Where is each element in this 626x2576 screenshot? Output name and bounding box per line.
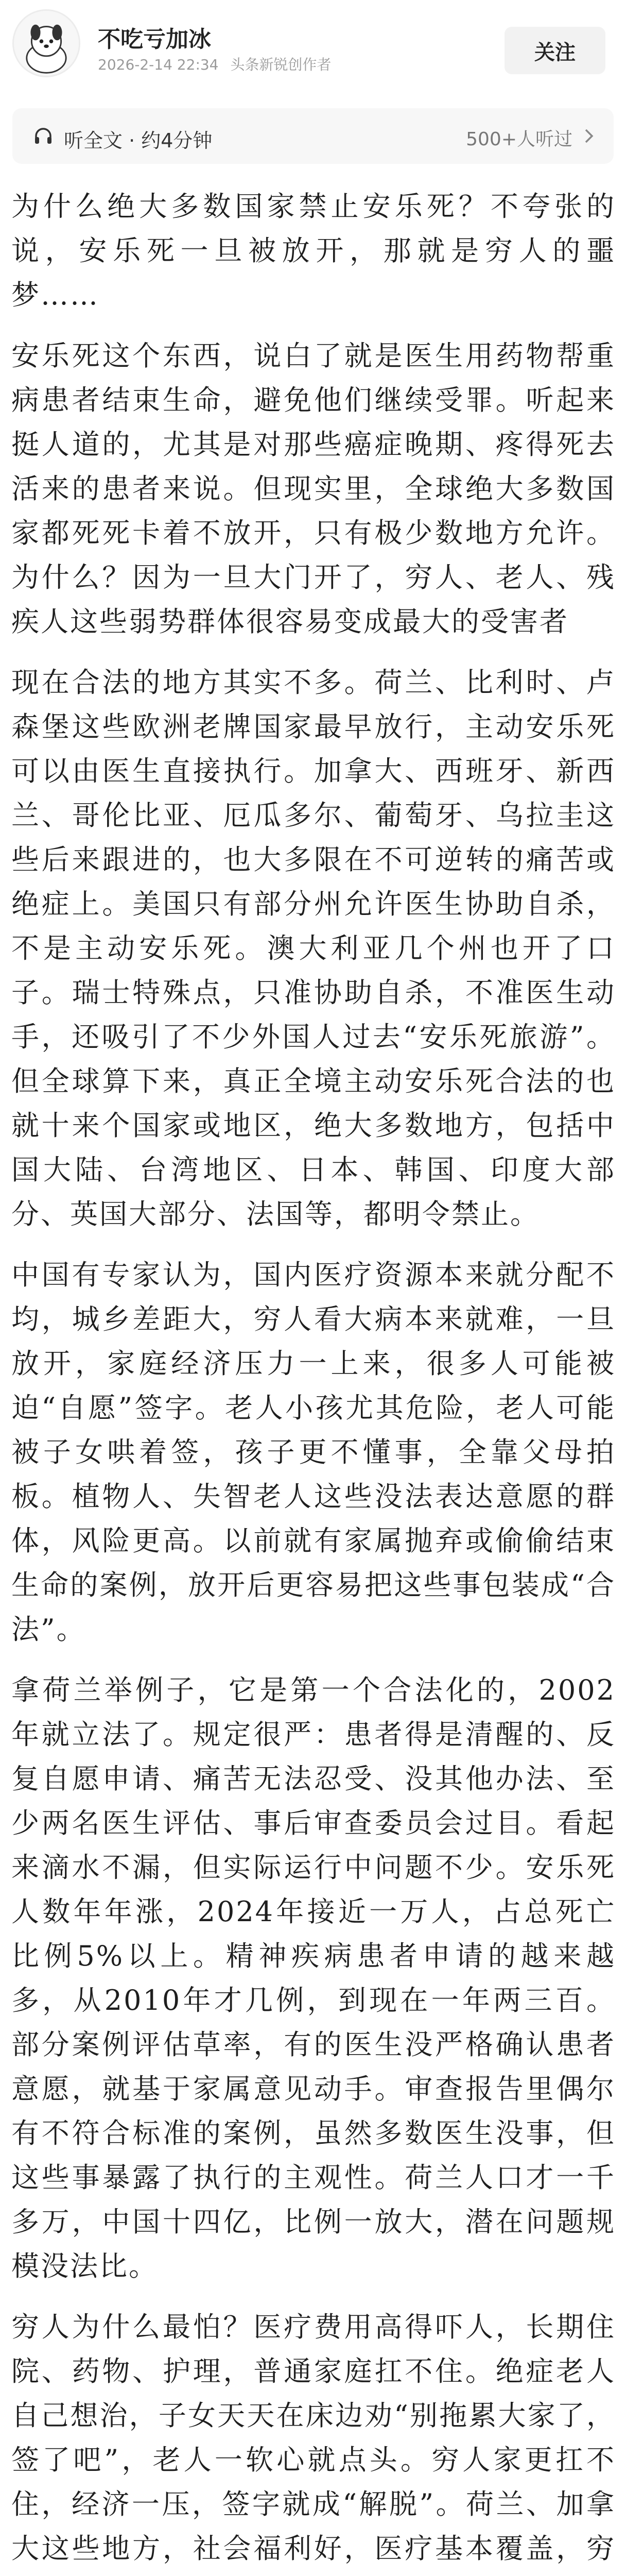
avatar[interactable] [12,9,80,77]
creator-tag: 头条新锐创作者 [230,56,332,73]
author-name[interactable]: 不吃亏加冰 [98,26,211,53]
article-paragraph: 现在合法的地方其实不多。荷兰、比利时、卢森堡这些欧洲老牌国家最早放行，主动安乐死可以由医生直接执行。加拿大、西班牙、新西兰、哥伦比亚、厄瓜多尔、葡萄牙、乌拉圭这些后来跟进的，也大多限在不可逆转的痛苦或绝症上。美国只有部分州允许医生协助自杀，不是主动安乐死。澳大利亚几个州也开了口子。瑞士特殊点，只准协助自杀，不准医生动手，还吸引了不少外国人过去“安乐死旅游”。但全球算下来，真正全境主动安乐死合法的也就十来个国家或地区，绝大多数地方，包括中国大陆、台湾地区、日本、韩国、印度大部分、英国大部分、法国等，都明令禁止。 [11,666,616,1230]
dog-avatar-icon [14,11,79,76]
article-paragraph: 为什么绝大多数国家禁止安乐死？不夸张的说，安乐死一旦被放开，那就是穷人的噩梦…… [11,190,616,311]
follow-button[interactable]: 关注 [505,27,605,74]
article-paragraph: 中国有专家认为，国内医疗资源本来就分配不均，城乡差距大，穷人看大病本来就难，一旦放开，家庭经济压力一上来，很多人可能被迫“自愿”签字。老人小孩尤其危险，老人可能被子女哄着签，孩子更不懂事，全靠父母拍板。植物人、失智老人这些没法表达意愿的群体，风险更高。以前就有家属抛弃或偷偷结束生命的案例，放开后更容易把这些事包装成“合法”。 [11,1259,616,1646]
post-header [0,0,626,118]
article-paragraph: 安乐死这个东西，说白了就是医生用药物帮重病患者结束生命，避免他们继续受罪。听起来挺人道的，尤其是对那些癌症晚期、疼得死去活来的患者来说。但现实里，全球绝大多数国家都死死卡着不放开，只有极少数地方允许。为什么？因为一旦大门开了，穷人、老人、残疾人这些弱势群体很容易变成最大的受害者 [11,340,616,638]
listen-bar[interactable] [12,108,614,164]
article-body [11,184,616,2576]
article-paragraph: 穷人为什么最怕？医疗费用高得吓人，长期住院、药物、护理，普通家庭扛不住。绝症老人自己想治，子女天天在床边劝“别拖累大家了，签了吧”，老人一软心就点头。穷人家更扛不住，经济一压，签字就成“解脱”。荷兰、加拿大这些地方，社会福利好，医疗基本覆盖，穷 [11,2311,616,2565]
post-meta [98,54,338,74]
chevron-right-icon [582,127,596,145]
listen-label: 听全文 · 约4分钟 [64,129,213,152]
post-date: 2026-2-14 22:34 [98,56,219,73]
listener-count: 500+人听过 [466,129,572,150]
article-paragraph: 拿荷兰举例子，它是第一个合法化的，2002年就立法了。规定很严：患者得是清醒的、反复自愿申请、痛苦无法忍受、没其他办法、至少两名医生评估、事后审查委员会过目。看起来滴水不漏，但实际运行中问题不少。安乐死人数年年涨，2024年接近一万人，占总死亡比例5%以上。精神疾病患者申请的越来越多，从2010年才几例，到现在一年两三百。部分案例评估草率，有的医生没严格确认患者意愿，就基于家属意见动手。审查报告里偶尔有不符合标准的案例，虽然多数医生没事，但这些事暴露了执行的主观性。荷兰人口才一千多万，中国十四亿，比例一放大，潜在问题规模没法比。 [11,1674,616,2282]
headphone-icon [33,126,54,146]
